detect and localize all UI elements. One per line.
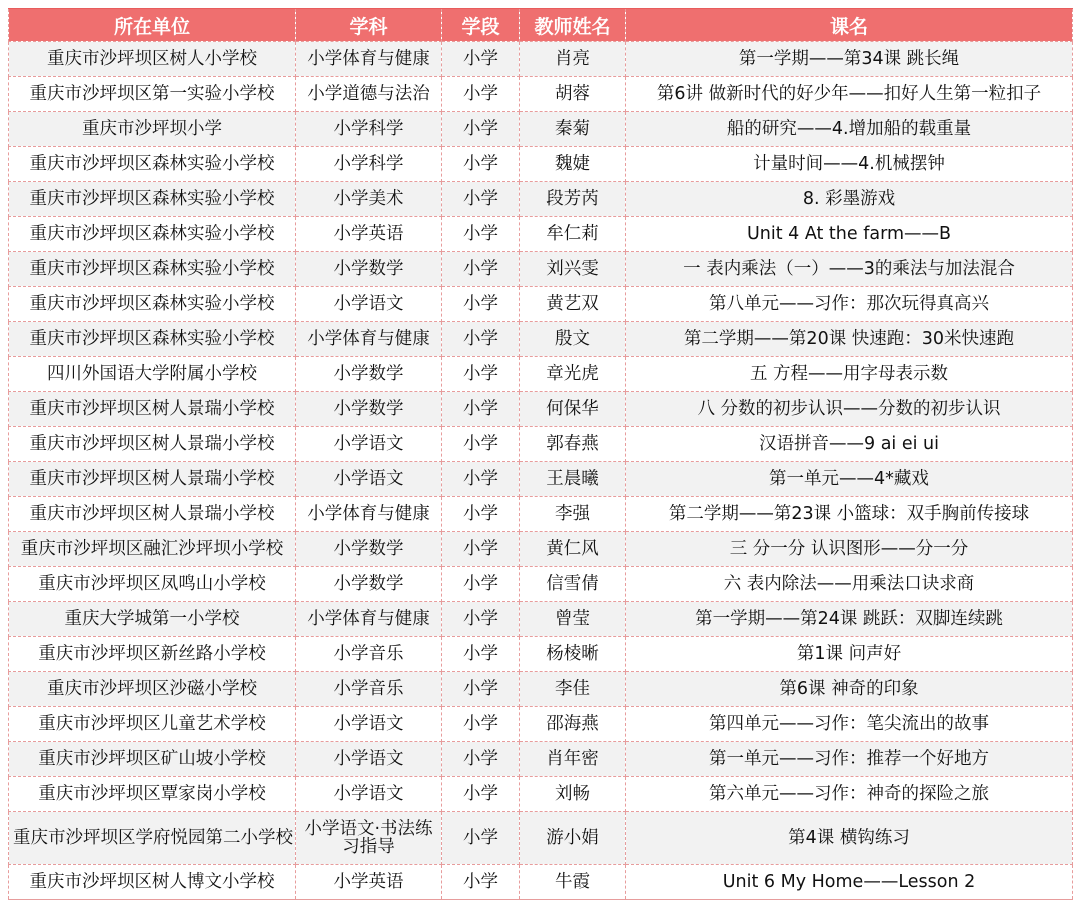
cell-stage: 小学	[442, 865, 520, 900]
cell-unit: 重庆市沙坪坝区森林实验小学校	[9, 287, 296, 322]
cell-course: 第四单元——习作：笔尖流出的故事	[626, 707, 1073, 742]
cell-subject: 小学语文	[296, 287, 442, 322]
cell-course: 第一单元——4*藏戏	[626, 462, 1073, 497]
cell-course: Unit 6 My Home——Lesson 2	[626, 865, 1073, 900]
table-row	[9, 672, 1073, 707]
cell-teacher: 李强	[520, 497, 626, 532]
cell-teacher: 胡蓉	[520, 77, 626, 112]
cell-stage: 小学	[442, 742, 520, 777]
cell-stage: 小学	[442, 287, 520, 322]
cell-course: 第一单元——习作：推荐一个好地方	[626, 742, 1073, 777]
cell-unit: 重庆市沙坪坝区沙磁小学校	[9, 672, 296, 707]
table-header-row	[9, 9, 1073, 42]
cell-unit: 重庆市沙坪坝区覃家岗小学校	[9, 777, 296, 812]
cell-subject: 小学语文	[296, 427, 442, 462]
cell-course: 第6课 神奇的印象	[626, 672, 1073, 707]
table-row	[9, 42, 1073, 77]
cell-subject: 小学科学	[296, 112, 442, 147]
cell-teacher: 杨棱晰	[520, 637, 626, 672]
table-row	[9, 112, 1073, 147]
cell-subject: 小学体育与健康	[296, 602, 442, 637]
table-row	[9, 637, 1073, 672]
cell-course: 三 分一分 认识图形——分一分	[626, 532, 1073, 567]
table-row	[9, 602, 1073, 637]
cell-course: Unit 4 At the farm——B	[626, 217, 1073, 252]
cell-stage: 小学	[442, 322, 520, 357]
cell-subject: 小学数学	[296, 252, 442, 287]
cell-unit: 重庆市沙坪坝区第一实验小学校	[9, 77, 296, 112]
cell-teacher: 何保华	[520, 392, 626, 427]
table-row	[9, 392, 1073, 427]
cell-teacher: 郭春燕	[520, 427, 626, 462]
cell-subject: 小学语文	[296, 777, 442, 812]
cell-teacher: 王晨曦	[520, 462, 626, 497]
cell-stage: 小学	[442, 77, 520, 112]
cell-subject: 小学语文	[296, 707, 442, 742]
cell-teacher: 牛霞	[520, 865, 626, 900]
cell-teacher: 刘畅	[520, 777, 626, 812]
table-row	[9, 532, 1073, 567]
course-table-container	[8, 8, 1072, 900]
cell-stage: 小学	[442, 637, 520, 672]
cell-unit: 重庆市沙坪坝区树人小学校	[9, 42, 296, 77]
cell-unit: 重庆市沙坪坝区森林实验小学校	[9, 182, 296, 217]
table-row	[9, 217, 1073, 252]
header-teacher: 教师姓名	[520, 9, 626, 42]
cell-course: 一 表内乘法（一）——3的乘法与加法混合	[626, 252, 1073, 287]
cell-subject: 小学科学	[296, 147, 442, 182]
header-unit: 所在单位	[9, 9, 296, 42]
table-row	[9, 865, 1073, 900]
cell-teacher: 秦菊	[520, 112, 626, 147]
table-row	[9, 427, 1073, 462]
cell-teacher: 章光虎	[520, 357, 626, 392]
cell-course: 第6讲 做新时代的好少年——扣好人生第一粒扣子	[626, 77, 1073, 112]
cell-unit: 重庆市沙坪坝区森林实验小学校	[9, 217, 296, 252]
cell-stage: 小学	[442, 182, 520, 217]
cell-subject: 小学体育与健康	[296, 497, 442, 532]
cell-unit: 重庆市沙坪坝小学	[9, 112, 296, 147]
cell-stage: 小学	[442, 777, 520, 812]
cell-unit: 重庆市沙坪坝区树人景瑞小学校	[9, 427, 296, 462]
table-row	[9, 812, 1073, 865]
cell-stage: 小学	[442, 357, 520, 392]
cell-stage: 小学	[442, 392, 520, 427]
cell-unit: 重庆市沙坪坝区新丝路小学校	[9, 637, 296, 672]
table-body	[9, 42, 1073, 900]
table-row	[9, 742, 1073, 777]
cell-course: 第1课 问声好	[626, 637, 1073, 672]
cell-course: 第二学期——第20课 快速跑：30米快速跑	[626, 322, 1073, 357]
cell-unit: 重庆市沙坪坝区森林实验小学校	[9, 252, 296, 287]
cell-unit: 重庆市沙坪坝区森林实验小学校	[9, 322, 296, 357]
cell-subject: 小学数学	[296, 392, 442, 427]
cell-course: 计量时间——4.机械摆钟	[626, 147, 1073, 182]
cell-unit: 重庆市沙坪坝区树人景瑞小学校	[9, 392, 296, 427]
cell-unit: 重庆市沙坪坝区树人博文小学校	[9, 865, 296, 900]
table-row	[9, 287, 1073, 322]
cell-subject: 小学美术	[296, 182, 442, 217]
cell-stage: 小学	[442, 112, 520, 147]
table-row	[9, 147, 1073, 182]
cell-course: 8. 彩墨游戏	[626, 182, 1073, 217]
cell-stage: 小学	[442, 567, 520, 602]
cell-subject: 小学道德与法治	[296, 77, 442, 112]
cell-course: 船的研究——4.增加船的载重量	[626, 112, 1073, 147]
cell-teacher: 肖亮	[520, 42, 626, 77]
cell-stage: 小学	[442, 707, 520, 742]
table-row	[9, 707, 1073, 742]
table-row	[9, 462, 1073, 497]
cell-unit: 重庆市沙坪坝区树人景瑞小学校	[9, 497, 296, 532]
cell-stage: 小学	[442, 497, 520, 532]
cell-teacher: 游小娟	[520, 812, 626, 865]
table-row	[9, 567, 1073, 602]
cell-teacher: 黄仁风	[520, 532, 626, 567]
cell-teacher: 刘兴雯	[520, 252, 626, 287]
cell-teacher: 牟仁莉	[520, 217, 626, 252]
cell-course: 汉语拼音——9 ai ei ui	[626, 427, 1073, 462]
cell-subject: 小学音乐	[296, 672, 442, 707]
header-subject: 学科	[296, 9, 442, 42]
cell-stage: 小学	[442, 427, 520, 462]
table-row	[9, 182, 1073, 217]
cell-course: 第六单元——习作：神奇的探险之旅	[626, 777, 1073, 812]
cell-subject: 小学语文	[296, 462, 442, 497]
cell-subject: 小学语文	[296, 742, 442, 777]
cell-course: 第八单元——习作：那次玩得真高兴	[626, 287, 1073, 322]
table-row	[9, 77, 1073, 112]
cell-stage: 小学	[442, 42, 520, 77]
header-stage: 学段	[442, 9, 520, 42]
header-course: 课名	[626, 9, 1073, 42]
cell-course: 第二学期——第23课 小篮球：双手胸前传接球	[626, 497, 1073, 532]
cell-teacher: 殷文	[520, 322, 626, 357]
cell-unit: 重庆市沙坪坝区融汇沙坪坝小学校	[9, 532, 296, 567]
cell-unit: 重庆市沙坪坝区树人景瑞小学校	[9, 462, 296, 497]
cell-subject: 小学体育与健康	[296, 42, 442, 77]
table-row	[9, 777, 1073, 812]
cell-subject: 小学数学	[296, 567, 442, 602]
cell-course: 第4课 横钩练习	[626, 812, 1073, 865]
cell-subject: 小学数学	[296, 357, 442, 392]
cell-stage: 小学	[442, 462, 520, 497]
cell-teacher: 邵海燕	[520, 707, 626, 742]
cell-subject: 小学体育与健康	[296, 322, 442, 357]
cell-unit: 四川外国语大学附属小学校	[9, 357, 296, 392]
cell-teacher: 段芳芮	[520, 182, 626, 217]
course-table	[8, 8, 1073, 900]
cell-unit: 重庆大学城第一小学校	[9, 602, 296, 637]
table-row	[9, 322, 1073, 357]
cell-unit: 重庆市沙坪坝区儿童艺术学校	[9, 707, 296, 742]
cell-stage: 小学	[442, 217, 520, 252]
cell-stage: 小学	[442, 532, 520, 567]
cell-teacher: 魏婕	[520, 147, 626, 182]
cell-course: 第一学期——第24课 跳跃：双脚连续跳	[626, 602, 1073, 637]
cell-stage: 小学	[442, 147, 520, 182]
cell-teacher: 肖年密	[520, 742, 626, 777]
cell-teacher: 黄艺双	[520, 287, 626, 322]
cell-unit: 重庆市沙坪坝区森林实验小学校	[9, 147, 296, 182]
cell-course: 六 表内除法——用乘法口诀求商	[626, 567, 1073, 602]
cell-stage: 小学	[442, 672, 520, 707]
cell-unit: 重庆市沙坪坝区学府悦园第二小学校	[9, 812, 296, 865]
cell-subject: 小学英语	[296, 865, 442, 900]
cell-stage: 小学	[442, 812, 520, 865]
cell-teacher: 李佳	[520, 672, 626, 707]
cell-unit: 重庆市沙坪坝区矿山坡小学校	[9, 742, 296, 777]
table-row	[9, 357, 1073, 392]
cell-subject: 小学语文·书法练习指导	[296, 812, 442, 865]
cell-subject: 小学英语	[296, 217, 442, 252]
cell-subject: 小学数学	[296, 532, 442, 567]
table-row	[9, 252, 1073, 287]
cell-teacher: 曾莹	[520, 602, 626, 637]
cell-teacher: 信雪倩	[520, 567, 626, 602]
cell-course: 第一学期——第34课 跳长绳	[626, 42, 1073, 77]
cell-course: 五 方程——用字母表示数	[626, 357, 1073, 392]
cell-stage: 小学	[442, 602, 520, 637]
cell-course: 八 分数的初步认识——分数的初步认识	[626, 392, 1073, 427]
cell-unit: 重庆市沙坪坝区凤鸣山小学校	[9, 567, 296, 602]
cell-stage: 小学	[442, 252, 520, 287]
table-row	[9, 497, 1073, 532]
cell-subject: 小学音乐	[296, 637, 442, 672]
